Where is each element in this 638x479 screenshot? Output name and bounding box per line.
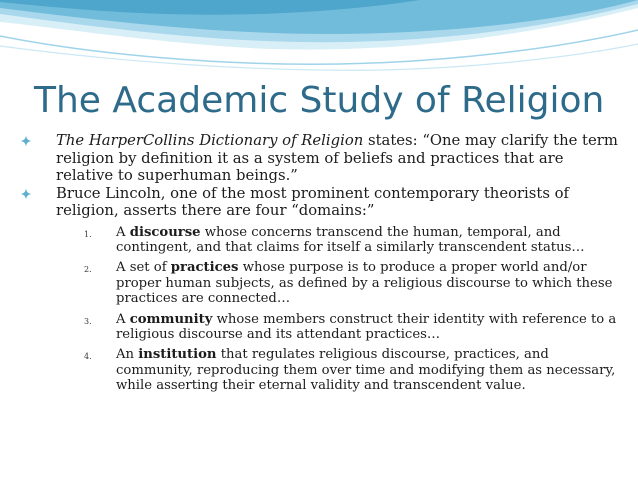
domain-term: practices: [170, 260, 239, 276]
list-number: 2.: [84, 265, 92, 275]
quote-text: states: “One may clarify the term religion by definition it as a system of beliefs and practices that are relative to superhuman beings.”: [56, 132, 618, 184]
domain-term: community: [129, 311, 213, 327]
list-item-institution: 4. An institution that regulates religious discourse, practices, and community, reproducing them over time and modifying them as necessary, while asserting their eternal validity and transcendent value.: [84, 347, 616, 394]
domains-list: [20, 225, 620, 394]
bullet-text: Bruce Lincoln, one of the most prominent contemporary theorists of religion, asserts there are four “domains:”: [56, 184, 570, 219]
bullet-icon: [20, 135, 32, 147]
domain-term: discourse: [129, 224, 201, 240]
list-item-discourse: 1. A discourse whose concerns transcend the human, temporal, and contingent, and that claims for itself a similarly transcendent status…: [84, 224, 585, 255]
list-item-community: 3. A community whose members construct their identity with reference to a religious discourse and its attendant practices…: [84, 311, 617, 342]
list-number: 4.: [84, 352, 92, 362]
bullet-icon: [20, 188, 32, 200]
bullet-lincoln-domains: [20, 185, 620, 220]
decorative-wave-header: [0, 0, 638, 80]
slide-title: The Academic Study of Religion: [34, 80, 605, 121]
bullet-dictionary-definition: [20, 132, 620, 185]
domain-term: institution: [138, 347, 217, 363]
bullet-text: [56, 132, 620, 185]
list-number: 1.: [84, 229, 92, 239]
slide-body: [20, 132, 620, 399]
list-item-practices: 2. A set of practices whose purpose is to produce a proper world and/or proper human subjects, as defined by a religious discourse to which these practices are connected…: [84, 260, 613, 307]
source-title: The HarperCollins Dictionary of Religion: [56, 132, 364, 149]
list-number: 3.: [84, 316, 92, 326]
